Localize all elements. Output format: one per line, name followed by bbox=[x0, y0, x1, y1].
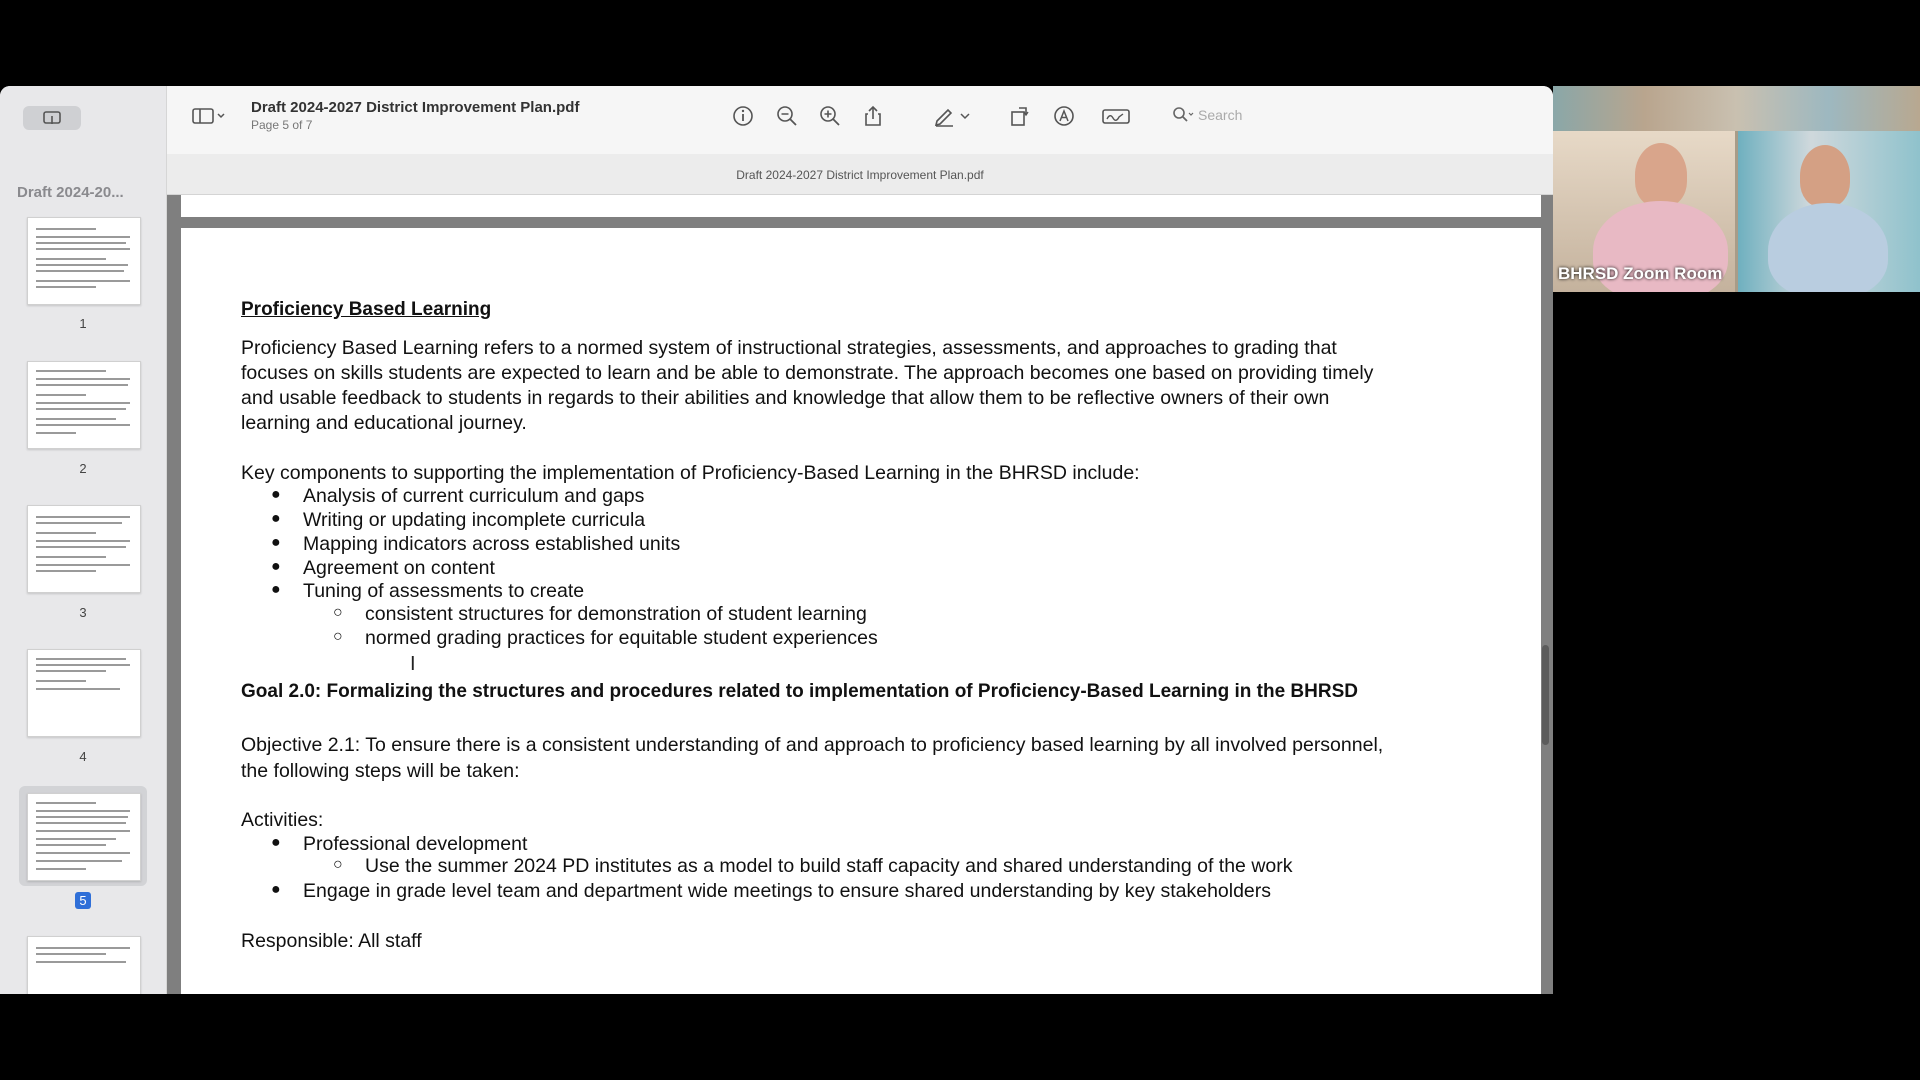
previous-page-bottom bbox=[181, 195, 1541, 217]
bullet-dot: ● bbox=[271, 581, 281, 598]
zoom-video-panel bbox=[1553, 86, 1920, 292]
participant-head bbox=[1800, 145, 1850, 207]
sidebar-toggle-button[interactable] bbox=[189, 103, 229, 129]
intro-line-3: and usable feedback to students in regards to their abilities and knowledge that allow them to be reflective owners of their own bbox=[241, 387, 1330, 409]
page-number-3: 3 bbox=[79, 605, 87, 620]
search-placeholder: Search bbox=[1198, 107, 1243, 123]
markup-pen-button[interactable] bbox=[931, 103, 957, 129]
bullet-dot: ● bbox=[271, 486, 281, 503]
room-camera-feed bbox=[1553, 86, 1920, 131]
signature-button[interactable] bbox=[1099, 103, 1133, 129]
info-button[interactable] bbox=[730, 103, 756, 129]
zoom-out-icon bbox=[776, 105, 798, 127]
share-button[interactable] bbox=[860, 103, 886, 129]
activities-label: Activities: bbox=[241, 809, 324, 831]
page-thumbnail-4[interactable] bbox=[27, 649, 141, 737]
key-component-1: Analysis of current curriculum and gaps bbox=[303, 485, 645, 507]
key-subcomponent-2: normed grading practices for equitable student experiences bbox=[365, 627, 878, 649]
sidebar-view-toggle[interactable] bbox=[23, 106, 81, 130]
page-thumbnail-6[interactable] bbox=[27, 936, 141, 994]
pdf-page-5 bbox=[181, 228, 1541, 994]
key-subcomponent-1: consistent structures for demonstration of student learning bbox=[365, 603, 867, 625]
sidebar-document-title: Draft 2024-20... bbox=[17, 184, 124, 201]
share-icon bbox=[862, 105, 884, 127]
sub-bullet-circle: ○ bbox=[333, 856, 343, 873]
text-cursor-icon: I bbox=[410, 653, 416, 675]
page-thumbnail-3[interactable] bbox=[27, 505, 141, 593]
activity-1-sub: Use the summer 2024 PD institutes as a model to build staff capacity and shared understanding of the work bbox=[365, 855, 1293, 877]
rotate-button[interactable] bbox=[1007, 103, 1033, 129]
key-component-4: Agreement on content bbox=[303, 557, 495, 579]
bullet-dot: ● bbox=[271, 834, 281, 851]
sidebar-toggle-icon bbox=[192, 107, 226, 125]
pen-icon bbox=[933, 105, 955, 127]
markup-dropdown-button[interactable] bbox=[957, 103, 973, 129]
pdf-viewer-window bbox=[0, 86, 1553, 994]
vertical-scrollbar[interactable] bbox=[1542, 645, 1549, 745]
page-number-2: 2 bbox=[79, 461, 87, 476]
sub-bullet-circle: ○ bbox=[333, 628, 343, 645]
zoom-out-button[interactable] bbox=[774, 103, 800, 129]
key-components-intro: Key components to supporting the implementation of Proficiency-Based Learning in the BHRSD include: bbox=[241, 462, 1140, 484]
annotate-button[interactable] bbox=[1051, 103, 1077, 129]
objective-line-1: Objective 2.1: To ensure there is a consistent understanding of and approach to proficiency based learning by all involved personnel, bbox=[241, 734, 1384, 756]
participant-body bbox=[1768, 203, 1888, 292]
selected-page-badge: 5 bbox=[75, 892, 90, 909]
sidebar-view-icon bbox=[42, 110, 62, 126]
toolbar bbox=[167, 86, 1553, 154]
info-icon bbox=[732, 105, 754, 127]
search-icon bbox=[1172, 106, 1194, 124]
intro-line-2: focuses on skills students are expected to learn and be able to demonstrate. The approach becomes one based on providing timely bbox=[241, 362, 1374, 384]
page-thumbnail-5[interactable] bbox=[27, 793, 141, 881]
bullet-dot: ● bbox=[271, 558, 281, 575]
document-viewer[interactable] bbox=[167, 195, 1553, 994]
page-indicator: Page 5 of 7 bbox=[251, 118, 313, 132]
intro-line-4: learning and educational journey. bbox=[241, 412, 527, 434]
participant-head bbox=[1635, 143, 1687, 207]
search-field[interactable] bbox=[1172, 106, 1242, 124]
participant-video-right bbox=[1738, 131, 1920, 292]
page-number-4: 4 bbox=[79, 749, 87, 764]
key-component-3: Mapping indicators across established units bbox=[303, 533, 681, 555]
page-thumbnail-1[interactable] bbox=[27, 217, 141, 305]
section-heading: Proficiency Based Learning bbox=[241, 299, 492, 320]
bullet-dot: ● bbox=[271, 881, 281, 898]
chevron-down-icon bbox=[960, 112, 970, 120]
page-thumbnail-2[interactable] bbox=[27, 361, 141, 449]
activity-2: Engage in grade level team and department wide meetings to ensure shared understanding by key stakeholders bbox=[303, 880, 1272, 902]
goal-heading: Goal 2.0: Formalizing the structures and procedures related to implementation of Proficiency-Based Learning in the BHRSD bbox=[241, 681, 1358, 702]
thumbnail-sidebar bbox=[0, 86, 167, 994]
document-tab-title[interactable]: Draft 2024-2027 District Improvement Plan.pdf bbox=[736, 168, 984, 182]
page-number-5 bbox=[0, 893, 166, 908]
key-component-5: Tuning of assessments to create bbox=[303, 580, 585, 602]
zoom-room-label: BHRSD Zoom Room bbox=[1558, 264, 1723, 283]
rotate-icon bbox=[1009, 105, 1031, 127]
zoom-in-button[interactable] bbox=[817, 103, 843, 129]
activity-1: Professional development bbox=[303, 833, 528, 855]
signature-icon bbox=[1101, 105, 1131, 127]
bullet-dot: ● bbox=[271, 510, 281, 527]
responsible-line: Responsible: All staff bbox=[241, 930, 422, 952]
annotate-icon bbox=[1053, 105, 1075, 127]
key-component-2: Writing or updating incomplete curricula bbox=[303, 509, 646, 531]
bullet-dot: ● bbox=[271, 534, 281, 551]
document-title: Draft 2024-2027 District Improvement Plan.pdf bbox=[251, 99, 580, 116]
sub-bullet-circle: ○ bbox=[333, 604, 343, 621]
zoom-in-icon bbox=[819, 105, 841, 127]
intro-line-1: Proficiency Based Learning refers to a normed system of instructional strategies, assessments, and approaches to grading that bbox=[241, 337, 1337, 359]
document-tab-bar bbox=[167, 154, 1553, 195]
objective-line-2: the following steps will be taken: bbox=[241, 760, 520, 782]
page-number-1: 1 bbox=[79, 316, 87, 331]
